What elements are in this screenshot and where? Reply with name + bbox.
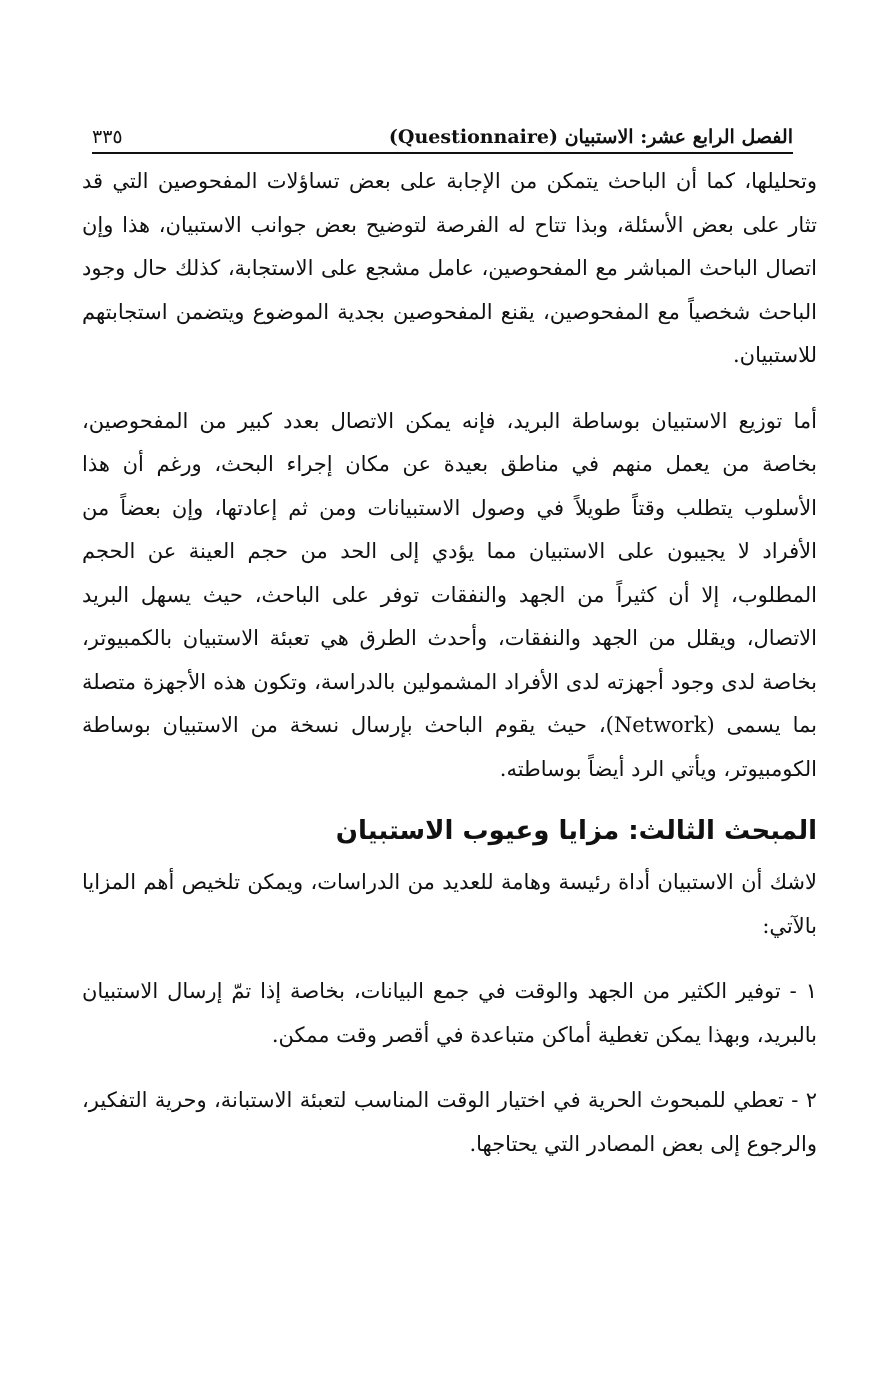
paragraph-mail-distribution: أما توزيع الاستبيان بوساطة البريد، فإنه يمكن الاتصال بعدد كبير من المفحوصين، بخاصة من يعمل منهم في مناطق بعيدة عن مكان إجراء البحث، ورغم أن هذا الأسلوب يتطلب وقتاً طويلاً في وصول الاستبيانات ومن ثم إعادتها، وإن بعضاً من الأفراد لا يجيبون على الاستبيان مما يؤدي إلى الحد من حجم العينة عن الحجم المطلوب، إلا أن كثيراً من الجهد والنفقات توفر على الباحث، حيث يسهل البريد الاتصال، ويقلل من الجهد والنفقات، وأحدث الطرق هي تعبئة الاستبيان بالكمبيوتر، بخاصة لدى وجود أجهزته لدى الأفراد المشمولين بالدراسة، وتكون هذه الأجهزة متصلة بما يسمى (Network)، حيث يقوم الباحث بإرسال نسخة من الاستبيان بوساطة الكومبيوتر، ويأتي الرد أيضاً بوساطته.: [82, 408, 817, 781]
list-item-advantage-2: ٢ - تعطي للمبحوث الحرية في اختيار الوقت المناسب لتعبئة الاستبانة، وحرية التفكير، والرجوع إلى بعض المصادر التي يحتاجها.: [82, 1088, 817, 1156]
running-header: [92, 112, 793, 154]
chapter-title: الفصل الرابع عشر: الاستبيان (Questionnaire): [388, 126, 793, 148]
list-item-advantage-1: ١ - توفير الكثير من الجهد والوقت في جمع البيانات، بخاصة إذا تمّ إرسال الاستبيان بالبريد، وبهذا يمكن تغطية أماكن متباعدة في أقصر وقت ممكن.: [82, 979, 817, 1047]
paragraph-interview-advantages: وتحليلها، كما أن الباحث يتمكن من الإجابة على بعض تساؤلات المفحوصين التي قد تثار على بعض الأسئلة، وبذا تتاح له الفرصة لتوضيح بعض جوانب الاستبيان، هذا وإن اتصال الباحث المباشر مع المفحوصين، عامل مشجع على الاستجابة، كذلك حال وجود الباحث شخصياً مع المفحوصين، يقنع المفحوصين بجدية الموضوع ويتضمن استجابتهم للاستبيان.: [82, 169, 817, 367]
paragraph-advantages-intro: لاشك أن الاستبيان أداة رئيسة وهامة للعديد من الدراسات، ويمكن تلخيص أهم المزايا بالآتي:: [82, 870, 817, 938]
page-number: ٣٣٥: [92, 126, 123, 148]
page-body: [82, 160, 817, 1166]
section-heading: المبحث الثالث: مزايا وعيوب الاستبيان: [335, 816, 817, 846]
